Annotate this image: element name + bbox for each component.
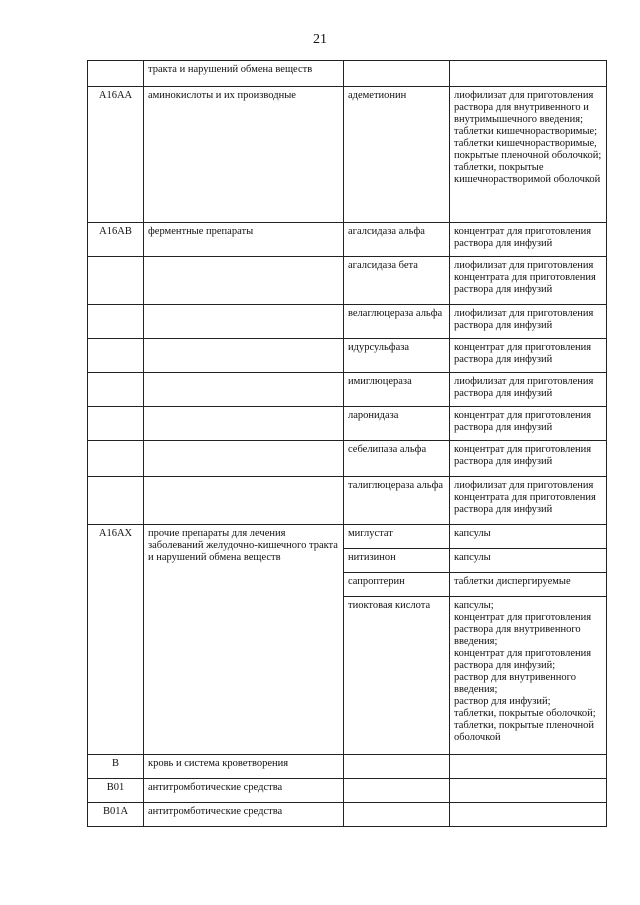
atc-code-cell bbox=[88, 441, 144, 477]
atc-code-cell bbox=[88, 257, 144, 305]
table-row bbox=[88, 87, 607, 223]
group-cell bbox=[144, 407, 344, 441]
atc-code-cell bbox=[88, 373, 144, 407]
drug-cell: идурсульфаза bbox=[344, 339, 450, 373]
drug-cell: нитизинон bbox=[344, 549, 450, 573]
form-cell: концентрат для приготовления раствора для инфузий bbox=[450, 223, 607, 257]
drug-cell: имиглюцераза bbox=[344, 373, 450, 407]
group-cell bbox=[144, 339, 344, 373]
atc-code-cell: A16AX bbox=[88, 525, 144, 755]
atc-code-cell bbox=[88, 407, 144, 441]
form-cell: лиофилизат для приготовления концентрата для приготовления раствора для инфузий bbox=[450, 477, 607, 525]
table-row bbox=[88, 373, 607, 407]
drug-cell: сапроптерин bbox=[344, 573, 450, 597]
form-cell: капсулы bbox=[450, 525, 607, 549]
form-cell: лиофилизат для приготовления раствора для инфузий bbox=[450, 305, 607, 339]
atc-code-cell bbox=[88, 305, 144, 339]
drug-cell: агалсидаза альфа bbox=[344, 223, 450, 257]
table-row bbox=[88, 755, 607, 779]
drug-cell: агалсидаза бета bbox=[344, 257, 450, 305]
group-cell: ферментные препараты bbox=[144, 223, 344, 257]
form-cell: лиофилизат для приготовления концентрата для приготовления раствора для инфузий bbox=[450, 257, 607, 305]
drug-cell bbox=[344, 61, 450, 87]
drug-cell: тиоктовая кислота bbox=[344, 597, 450, 755]
drug-cell: велаглюцераза альфа bbox=[344, 305, 450, 339]
page-number: 21 bbox=[313, 32, 327, 47]
group-cell: антитромботические средства bbox=[144, 803, 344, 827]
table-row bbox=[88, 407, 607, 441]
atc-code-cell bbox=[88, 339, 144, 373]
drug-cell: ларонидаза bbox=[344, 407, 450, 441]
form-cell bbox=[450, 61, 607, 87]
table-row bbox=[88, 803, 607, 827]
form-cell: капсулы bbox=[450, 549, 607, 573]
drug-cell: талиглюцераза альфа bbox=[344, 477, 450, 525]
table-row bbox=[88, 779, 607, 803]
form-cell: лиофилизат для приготовления раствора для внутривенного и внутримышечного введения; таблетки кишечнорастворимые; таблетки кишечнорастворимые, покрытые пленочной оболочкой; таблетки, покрытые кишечнорастворимой оболочкой bbox=[450, 87, 607, 223]
group-cell: антитромботические средства bbox=[144, 779, 344, 803]
atc-code-cell: B bbox=[88, 755, 144, 779]
table-row bbox=[88, 525, 607, 549]
atc-code-cell: B01A bbox=[88, 803, 144, 827]
form-cell: лиофилизат для приготовления раствора для инфузий bbox=[450, 373, 607, 407]
drug-cell bbox=[344, 755, 450, 779]
drug-cell: миглустат bbox=[344, 525, 450, 549]
atc-code-cell: A16AB bbox=[88, 223, 144, 257]
drug-cell bbox=[344, 803, 450, 827]
form-cell: капсулы; концентрат для приготовления раствора для внутривенного введения; концентрат для приготовления раствора для инфузий; раствор для внутривенного введения; раствор для инфузий; таблетки, покрытые оболочкой; таблетки, покрытые пленочной оболочкой bbox=[450, 597, 607, 755]
drug-cell: себелипаза альфа bbox=[344, 441, 450, 477]
table-row bbox=[88, 305, 607, 339]
group-cell: тракта и нарушений обмена веществ bbox=[144, 61, 344, 87]
form-cell: концентрат для приготовления раствора для инфузий bbox=[450, 339, 607, 373]
group-cell bbox=[144, 305, 344, 339]
group-cell: кровь и система кроветворения bbox=[144, 755, 344, 779]
group-cell bbox=[144, 373, 344, 407]
group-cell bbox=[144, 477, 344, 525]
drug-cell: адеметионин bbox=[344, 87, 450, 223]
form-cell: концентрат для приготовления раствора для инфузий bbox=[450, 441, 607, 477]
form-cell: концентрат для приготовления раствора для инфузий bbox=[450, 407, 607, 441]
group-cell bbox=[144, 441, 344, 477]
group-cell: аминокислоты и их производные bbox=[144, 87, 344, 223]
drug-table bbox=[87, 60, 607, 827]
atc-code-cell bbox=[88, 61, 144, 87]
table-row bbox=[88, 441, 607, 477]
table-row bbox=[88, 61, 607, 87]
table-row bbox=[88, 257, 607, 305]
drug-cell bbox=[344, 779, 450, 803]
form-cell bbox=[450, 755, 607, 779]
form-cell bbox=[450, 779, 607, 803]
form-cell: таблетки диспергируемые bbox=[450, 573, 607, 597]
table-row bbox=[88, 339, 607, 373]
group-cell bbox=[144, 257, 344, 305]
table-row bbox=[88, 223, 607, 257]
form-cell bbox=[450, 803, 607, 827]
table-row bbox=[88, 477, 607, 525]
group-cell: прочие препараты для лечения заболеваний желудочно-кишечного тракта и нарушений обмена веществ bbox=[144, 525, 344, 755]
atc-code-cell: A16AA bbox=[88, 87, 144, 223]
atc-code-cell: B01 bbox=[88, 779, 144, 803]
atc-code-cell bbox=[88, 477, 144, 525]
